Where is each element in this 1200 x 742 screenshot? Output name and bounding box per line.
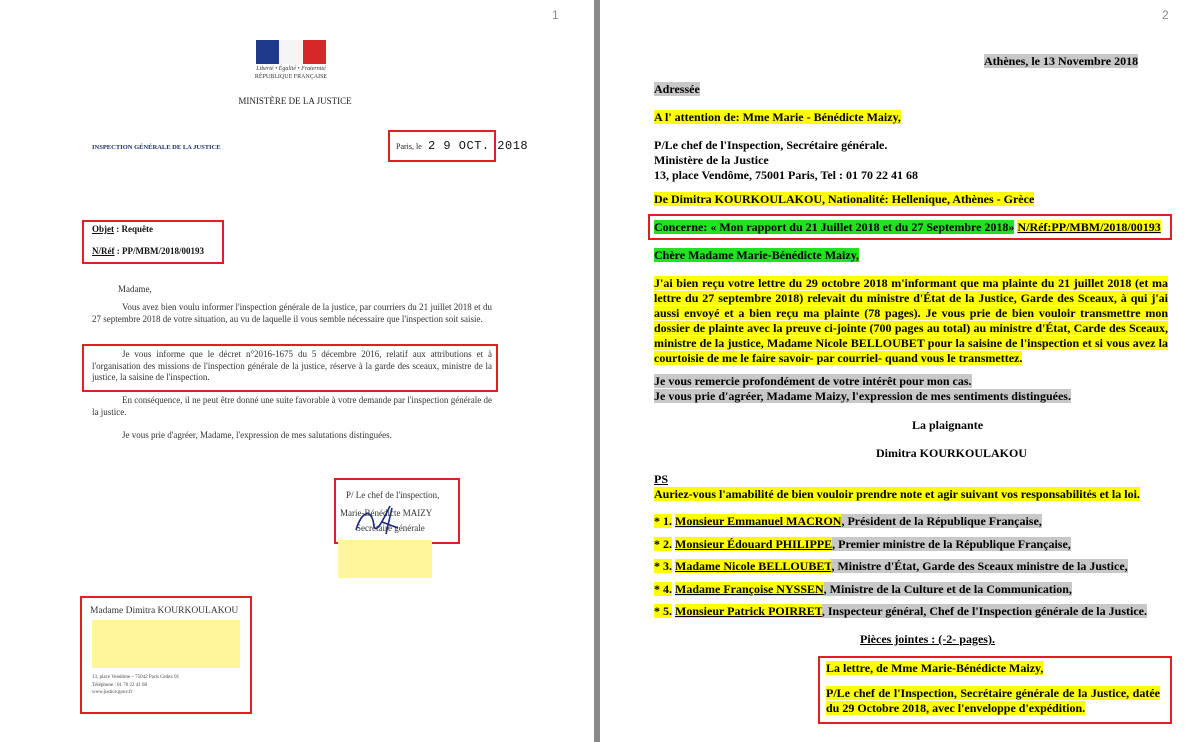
list-item: * 1. Monsieur Emmanuel MACRON, Président de la République Française, bbox=[654, 514, 1042, 528]
letter-body: J'ai bien reçu votre lettre du 29 octobre 2018 m'informant que ma plainte du 21 juillet 2018 (et ma lettre du 27 septembre 2018) relevait du ministre d'État de la Justice, Garde des Sceaux, à qui j'ai aussi envoyé et a bien reçu ma plainte (78 pages). Je vous prie de bien vouloir transmettre mon dossier de plainte avec la preuve ci-jointe (700 pages au total) au ministre d'État, Carde des Sceaux, ministre de la justice, Madame Nicole BELLOUBET pour la saisine de l'inspection et si vous avez la courtoisie de me le faire savoir- par courriel- quand vous le transmettez. bbox=[654, 276, 1168, 365]
signatory-title: P/ Le chef de l'inspection, bbox=[346, 490, 440, 500]
date-stamp: 2 9 OCT. 2018 bbox=[428, 139, 529, 153]
left-letter-page bbox=[0, 0, 594, 742]
concerne-line: Concerne: « Mon rapport du 21 Juillet 2018 et du 27 Septembre 2018» N/Réf:PP/MBM/2018/00193 bbox=[654, 220, 1161, 234]
footer-phone: Téléphone : 01 70 22 41 68 bbox=[92, 682, 147, 688]
ps-text: Auriez-vous l'amabilité de bien vouloir prendre note et agir suivant vos responsabilités et la loi. bbox=[654, 487, 1140, 501]
page-number: 2 bbox=[1162, 8, 1169, 22]
closing bbox=[654, 374, 1071, 404]
marianne-logo bbox=[256, 40, 326, 64]
right-letter-page bbox=[600, 0, 1200, 742]
ministry-line: Ministère de la Justice bbox=[654, 153, 769, 167]
ministry-footer bbox=[92, 674, 179, 697]
chef-line: P/Le chef de l'Inspection, Secrétaire générale. bbox=[654, 138, 888, 152]
signatory-name: Marie-Bénédicte MAIZY bbox=[340, 508, 433, 518]
handwritten-signature bbox=[352, 500, 412, 540]
regards-line: Je vous prie d'agréer, Madame Maizy, l'expression de mes sentiments distinguées. bbox=[654, 389, 1071, 403]
adressee-label: Adressée bbox=[654, 82, 700, 96]
attention-line: A l' attention de: Mme Marie - Bénédicte Maizy, bbox=[654, 110, 901, 124]
list-item: * 5. Monsieur Patrick POIRRET, Inspecteur général, Chef de l'Inspection générale de la Justice. bbox=[654, 604, 1147, 618]
inspection-header: INSPECTION GÉNÉRALE DE LA JUSTICE bbox=[92, 144, 221, 151]
republic-motto: Liberté • Égalité • Fraternité bbox=[256, 66, 326, 72]
recipient-name: Madame Dimitra KOURKOULAKOU bbox=[90, 606, 239, 616]
sticky-note-address bbox=[92, 620, 240, 668]
attachment-line-2: P/Le chef de l'Inspection, Secrétaire générale de la Justice, datée du 29 Octobre 2018, avec l'enveloppe d'expédition. bbox=[826, 686, 1160, 715]
paragraph-3: En conséquence, il ne peut être donné une suite favorable à votre demande par l'inspection générale de la justice. bbox=[92, 395, 492, 417]
paragraph-1: Vous avez bien voulu informer l'inspection générale de la justice, par courriers du 21 juillet 2018 et du 27 septembre 2018 de votre situation, au vu de laquelle il vous semble nécessaire que l'inspection soit saisie. bbox=[92, 302, 492, 324]
attachment-line-1: La lettre, de Mme Marie-Bénédicte Maizy, bbox=[826, 661, 1044, 675]
plaignante-label: La plaignante bbox=[912, 418, 984, 432]
signatory-role: Secrétaire générale bbox=[356, 523, 425, 533]
page-number: 1 bbox=[552, 8, 559, 22]
recipient-list bbox=[654, 514, 1147, 627]
signer-name: Dimitra KOURKOULAKOU bbox=[876, 446, 1027, 460]
thanks-line: Je vous remercie profondément de votre intérêt pour mon cas. bbox=[654, 374, 972, 388]
list-item: * 3. Madame Nicole BELLOUBET, Ministre d'État, Garde des Sceaux ministre de la Justice, bbox=[654, 559, 1128, 573]
footer-website: www.justice.gouv.fr bbox=[92, 690, 133, 695]
list-item: * 2. Monsieur Édouard PHILIPPE, Premier ministre de la République Française, bbox=[654, 536, 1071, 551]
sender-line: De Dimitra KOURKOULAKOU, Nationalité: Hellenique, Athènes - Grèce bbox=[654, 192, 1035, 206]
date-prefix: Paris, le bbox=[396, 142, 422, 151]
paragraph-4: Je vous prie d'agréer, Madame, l'expression de mes salutations distinguées. bbox=[122, 430, 392, 440]
sticky-note-redaction bbox=[338, 540, 432, 578]
reference-line: N/Réf : PP/MBM/2018/00193 bbox=[92, 246, 204, 256]
ministry-title: MINISTÈRE DE LA JUSTICE bbox=[238, 96, 352, 106]
attachments-label: Pièces jointes : (-2- pages). bbox=[860, 632, 995, 646]
ps-label: PS bbox=[654, 472, 669, 486]
list-item: * 4. Madame Françoise NYSSEN, Ministre de la Culture et de la Communication, bbox=[654, 581, 1072, 596]
paragraph-2: Je vous informe que le décret n°2016-1675 du 5 décembre 2016, relatif aux attributions et à l'organisation des missions de l'inspection générale de la justice, réserve à la garde des sceaux, ministre de la justice, la saisine de l'inspection. bbox=[92, 349, 492, 382]
greeting: Chère Madame Marie-Bénédicte Maizy, bbox=[654, 248, 860, 262]
republic-name: RÉPUBLIQUE FRANÇAISE bbox=[254, 74, 328, 80]
salutation: Madame, bbox=[118, 284, 152, 294]
recipient-address bbox=[654, 138, 918, 183]
address-line: 13, place Vendôme, 75001 Paris, Tel : 01 70 22 41 68 bbox=[654, 168, 919, 182]
letter-date: Athènes, le 13 Novembre 2018 bbox=[984, 54, 1139, 68]
footer-address: 13, place Vendôme – 75042 Paris Cedex 01 bbox=[92, 675, 180, 680]
object-line: Objet : Requête bbox=[92, 224, 153, 234]
